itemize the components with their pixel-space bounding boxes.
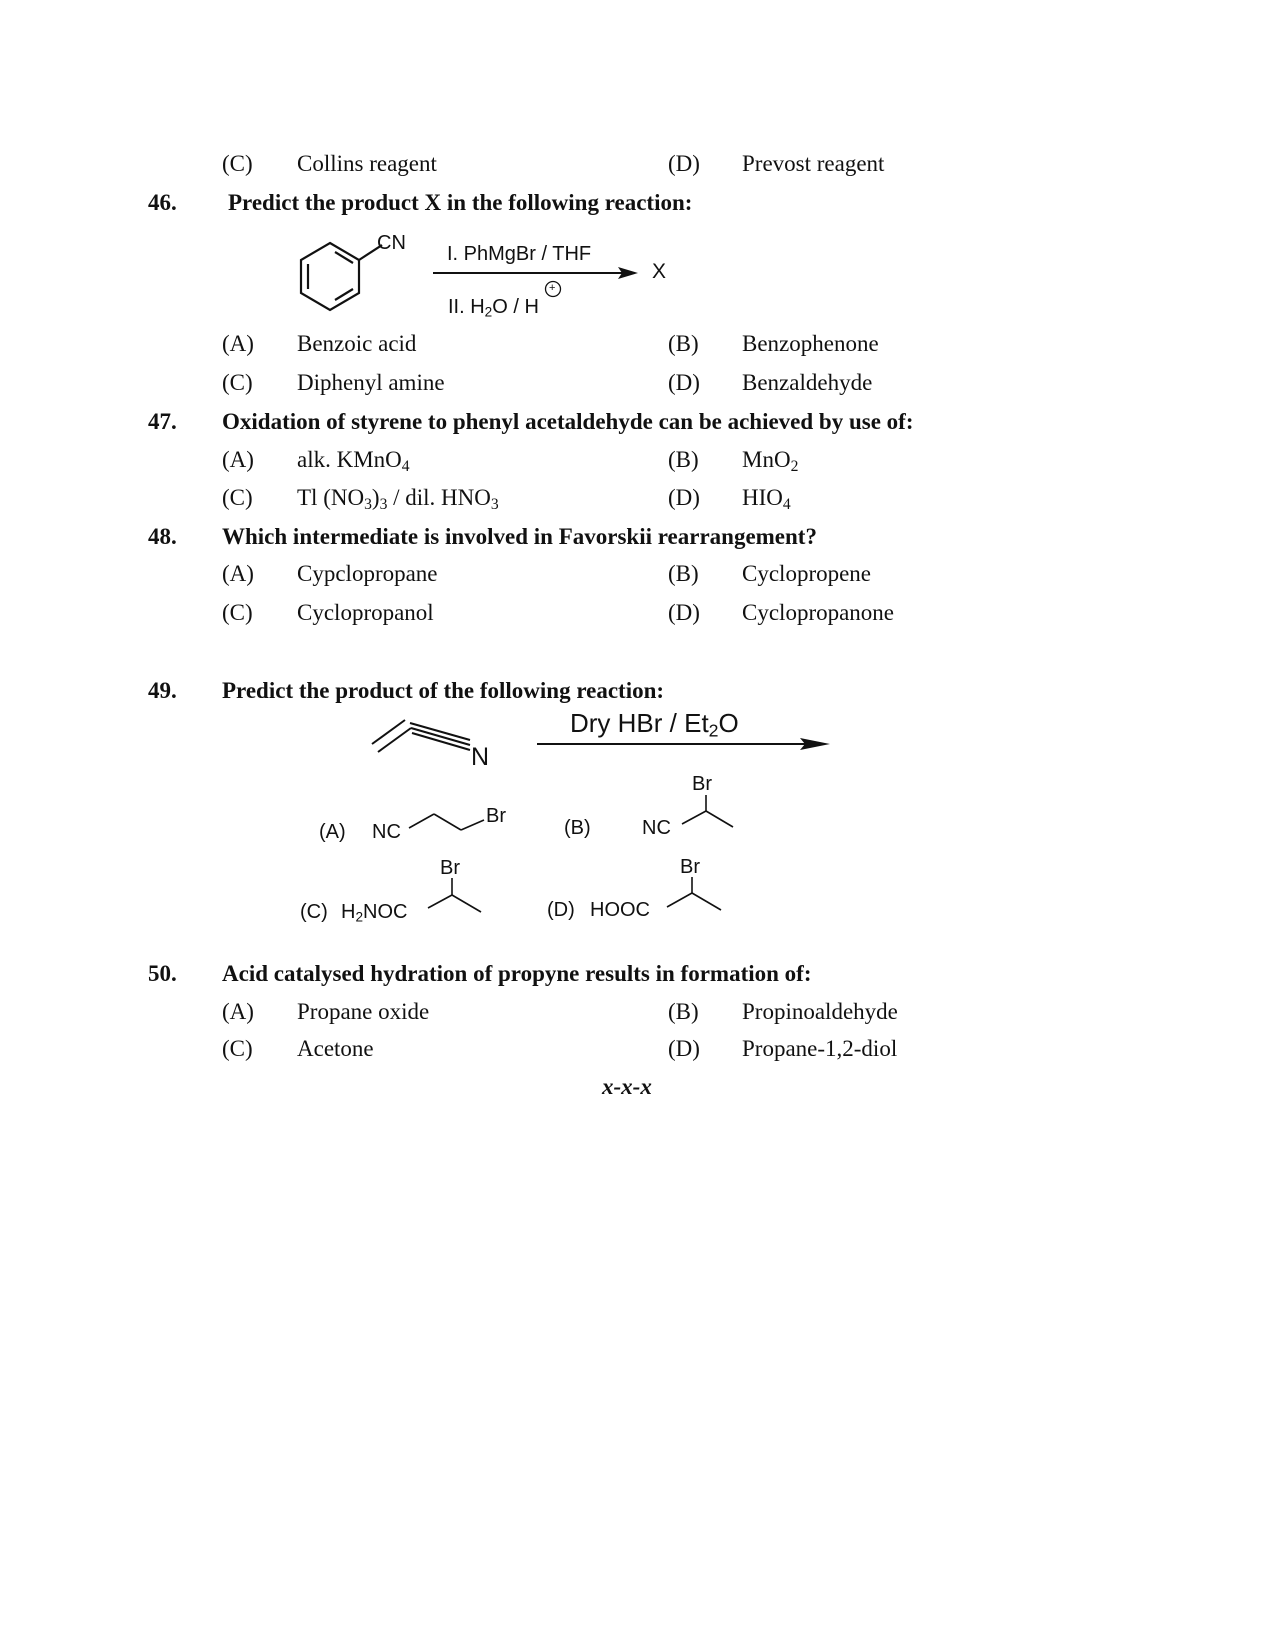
- q50-option-c-label: (C): [222, 1036, 253, 1061]
- q46-reaction-arrow: [433, 267, 638, 279]
- q50-question: Acid catalysed hydration of propyne results in formation of:: [222, 961, 812, 986]
- q46-reagent-2: II. $H_2O$ / H: [448, 296, 539, 320]
- q49-number: 49.: [148, 678, 177, 703]
- q48-option-b-text: Cyclopropene: [742, 561, 872, 586]
- q48-option-b-label: (B): [668, 561, 699, 586]
- q46-option-c-text: Diphenyl amine: [297, 370, 445, 395]
- prev-option-d-label: (D): [668, 151, 700, 176]
- q47-option-b-text: MnO$_2$: [742, 447, 799, 475]
- q50-option-b-label: (B): [668, 999, 699, 1024]
- q46-cn-group: CN: [377, 232, 406, 254]
- q48-question: Which intermediate is involved in Favorskii rearrangement?: [222, 524, 817, 549]
- prev-option-c-label: (C): [222, 151, 253, 176]
- q46-option-b-text: Benzophenone: [742, 331, 879, 356]
- q47-option-c-text: Tl $(NO_3)_3$ / dil. $HNO_3$: [297, 485, 499, 513]
- q49-question: Predict the product of the following reaction:: [222, 678, 665, 703]
- q48-option-d-label: (D): [668, 600, 700, 625]
- prev-option-d-text: Prevost reagent: [742, 151, 885, 176]
- q49-reagent: Dry HBr / $Et_2O$: [570, 708, 739, 741]
- q48-option-d-text: Cyclopropanone: [742, 600, 895, 625]
- q49-option-d-br: Br: [680, 856, 700, 878]
- q50-option-c-text: Acetone: [297, 1036, 374, 1061]
- q46-charge-sign: +: [549, 282, 556, 294]
- q46-option-c-label: (C): [222, 370, 253, 395]
- q47-number: 47.: [148, 409, 177, 434]
- q49-option-c-label: (C): [300, 901, 328, 923]
- q48-option-c-label: (C): [222, 600, 253, 625]
- q49-option-a-br: Br: [486, 805, 506, 827]
- q47-option-c-label: (C): [222, 485, 253, 510]
- end-mark: x-x-x: [602, 1074, 652, 1099]
- q50-number: 50.: [148, 961, 177, 986]
- q46-product-x: X: [652, 260, 667, 283]
- q49-option-c-structure: [428, 878, 481, 912]
- prev-option-c-text: Collins reagent: [297, 151, 437, 176]
- q49-option-a-label: (A): [319, 821, 346, 843]
- q49-option-b-group: NC: [642, 817, 671, 839]
- q47-option-d-label: (D): [668, 485, 700, 510]
- q46-option-b-label: (B): [668, 331, 699, 356]
- q49-option-c-group: $H_2NOC$: [341, 901, 408, 925]
- q49-option-b-br: Br: [692, 773, 712, 795]
- q50-option-a-text: Propane oxide: [297, 999, 430, 1024]
- q49-nitrile-n: N: [471, 743, 490, 771]
- q46-option-a-text: Benzoic acid: [297, 331, 417, 356]
- q48-option-a-label: (A): [222, 561, 254, 586]
- q48-option-a-text: Cypclopropane: [297, 561, 438, 586]
- q49-option-c-br: Br: [440, 857, 460, 879]
- q49-option-a-group: NC: [372, 821, 401, 843]
- q50-option-d-text: Propane-1,2-diol: [742, 1036, 898, 1061]
- q46-option-d-label: (D): [668, 370, 700, 395]
- q46-option-d-text: Benzaldehyde: [742, 370, 873, 395]
- q49-option-d-group: HOOC: [590, 899, 650, 921]
- q46-benzene-ring: [301, 243, 382, 310]
- q49-option-d-structure: [667, 877, 721, 910]
- q49-option-b-structure: [682, 795, 733, 827]
- q49-option-a-structure: [409, 814, 484, 830]
- q46-option-a-label: (A): [222, 331, 254, 356]
- q46-number: 46.: [148, 190, 177, 215]
- q46-reagent-1: I. PhMgBr / THF: [447, 243, 592, 265]
- q47-option-a-label: (A): [222, 447, 254, 472]
- q47-option-b-label: (B): [668, 447, 699, 472]
- q49-reaction-arrow: [537, 738, 830, 750]
- q47-question: Oxidation of styrene to phenyl acetaldehyde can be achieved by use of:: [222, 409, 914, 434]
- q47-option-d-text: $HIO_4$: [742, 485, 791, 513]
- q48-number: 48.: [148, 524, 177, 549]
- q47-option-a-text: alk. KMnO$_4$: [297, 447, 410, 475]
- q46-question: Predict the product X in the following reaction:: [228, 190, 693, 215]
- q50-option-d-label: (D): [668, 1036, 700, 1061]
- q49-option-d-label: (D): [547, 899, 575, 921]
- q48-option-c-text: Cyclopropanol: [297, 600, 434, 625]
- q50-option-a-label: (A): [222, 999, 254, 1024]
- q49-option-b-label: (B): [564, 817, 591, 839]
- q50-option-b-text: Propinoaldehyde: [742, 999, 898, 1024]
- q49-acrylonitrile: [372, 720, 470, 752]
